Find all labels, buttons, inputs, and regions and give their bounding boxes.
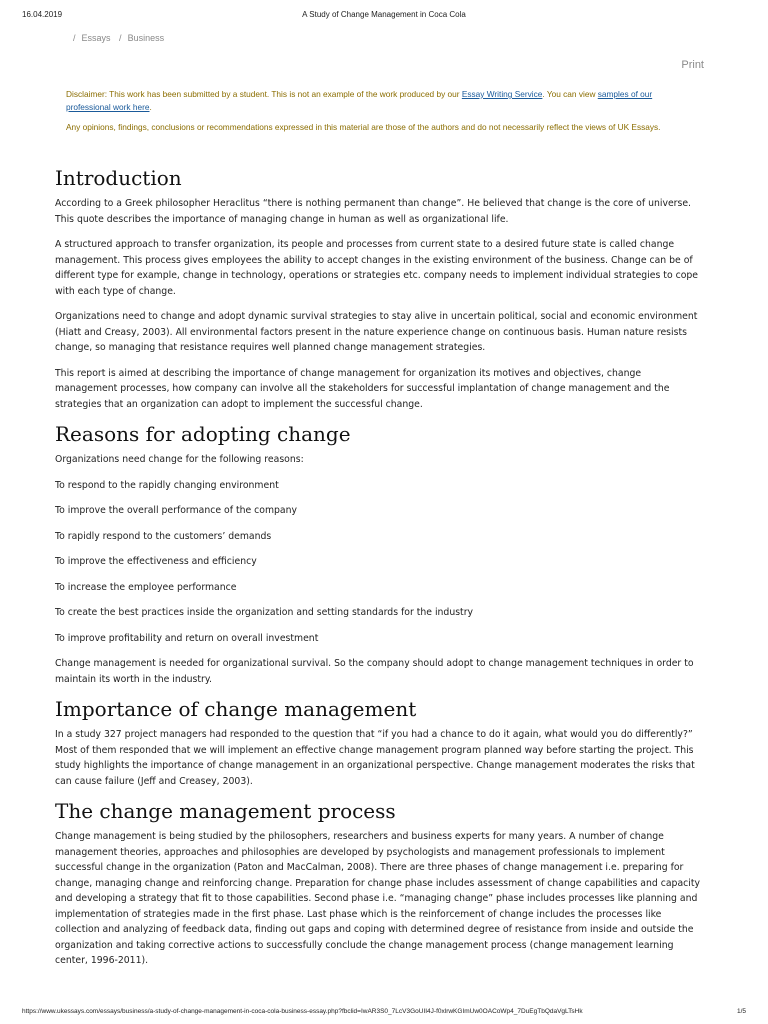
heading-process: The change management process xyxy=(55,799,396,823)
list-item: To respond to the rapidly changing environment xyxy=(55,479,279,491)
breadcrumb-essays[interactable]: Essays xyxy=(81,33,111,43)
heading-introduction: Introduction xyxy=(55,166,182,190)
paragraph: Change management is needed for organizational survival. So the company should adopt to change management techniques in order to maintain its worth in the industry. xyxy=(55,658,694,685)
list-item: To improve the effectiveness and efficiency xyxy=(55,556,257,567)
paragraph: This report is aimed at describing the importance of change management for organization its motives and objectives, change management processes, how company can involve all the stakeholders for successful implantation of change management and the strategies that an organization can adopt to implement the successful change. xyxy=(55,367,670,410)
breadcrumb-separator: / xyxy=(119,33,122,43)
pdf-footer xyxy=(22,1008,746,1018)
heading-importance: Importance of change management xyxy=(55,697,417,721)
disclaimer-opinions: Any opinions, findings, conclusions or recommendations expressed in this material are those of the authors and do not necessarily reflect the views of UK Essays. xyxy=(66,122,661,132)
page-url: https://www.ukessays.com/essays/business/a-study-of-change-management-in-coca-cola-business-essay.php?fbclid=IwAR3S0_7LcV3GoUII4J-f0xlrwKGImUw0OACoWp4_7DuEgTbQdaVgLTsHk xyxy=(22,1008,583,1015)
essay-writing-service-link[interactable]: Essay Writing Service xyxy=(461,89,543,99)
heading-reasons: Reasons for adopting change xyxy=(55,422,351,446)
list-item: To rapidly respond to the customers’ demands xyxy=(55,530,272,542)
paragraph: A structured approach to transfer organization, its people and processes from current state to a desired future state is called change management. This process gives employees the ability to accept changes in the existing environment of the business. Change can be of different type for example, change in technology, operations or strategies etc. company needs to implement individual strategies to cope with each type of change. xyxy=(55,239,699,297)
breadcrumb xyxy=(73,33,170,43)
page-number: 1/5 xyxy=(736,1008,746,1015)
samples-link[interactable]: samples of our professional work here xyxy=(66,89,653,112)
list-item: To create the best practices inside the organization and setting standards for the industry xyxy=(55,607,474,618)
print-button[interactable]: Print xyxy=(681,59,704,71)
paragraph: According to a Greek philosopher Heraclitus “there is nothing permanent than change”. He believed that change is the core of universe. This quote describes the importance of managing change in human as well as organizational life. xyxy=(55,198,692,225)
breadcrumb-business[interactable]: Business xyxy=(127,33,165,43)
disclaimer xyxy=(66,88,666,142)
document-title: A Study of Change Management in Coca Cola xyxy=(302,10,466,19)
list-item: To increase the employee performance xyxy=(55,581,237,593)
paragraph: In a study 327 project managers had responded to the question that “if you had a chance to do it again, what would you do differently?” Most of them responded that we will implement an effective change management program planned way before starting the project. This study highlights the importance of change management in an organizational perspective. Change management moderates the risks that can cause failure (Jeff and Creasey, 2003). xyxy=(55,729,695,787)
breadcrumb-separator: / xyxy=(73,33,76,43)
list-item: To improve profitability and return on overall investment xyxy=(55,632,319,644)
paragraph: Organizations need change for the following reasons: xyxy=(55,454,304,465)
print-date: 16.04.2019 xyxy=(22,10,63,19)
paragraph: Change management is being studied by the philosophers, researchers and business experts for many years. A number of change management theories, approaches and philosophies are developed by psychologists and management professionals to implement successful change in the organization (Paton and MacCalman, 2008). There are three phases of change management i.e. preparing for change, managing change and reinforcing change. Preparation for change phase includes assessment of change capabilities and capacity and developing a strategy that fit to those capabilities. Second phase i.e. “managing change” phase includes processes like planning and implementation of strategies made in the first phase. Last phase which is the reinforcement of change includes the processes like collection and analyzing of feedback data, finding out gaps and coping with determined degree of resistance from inside and outside the organization and taking corrective actions to successfully conclude the change management process (change management learning center, 1996-2011). xyxy=(55,831,700,966)
pdf-header xyxy=(22,10,746,22)
essay-content xyxy=(55,166,705,979)
paragraph: Organizations need to change and adopt dynamic survival strategies to stay alive in uncertain political, social and economic environment (Hiatt and Creasy, 2003). All environmental factors present in the nature experience change on continuous basis. Human nature resists change, so managing that resistance requires well planned change management strategies. xyxy=(55,311,698,353)
disclaimer-main: Disclaimer: This work has been submitted by a student. This is not an example of the work produced by our Essay Writing Service. You can view samples of our professional work here. xyxy=(66,89,653,112)
list-item: To improve the overall performance of the company xyxy=(55,505,297,516)
